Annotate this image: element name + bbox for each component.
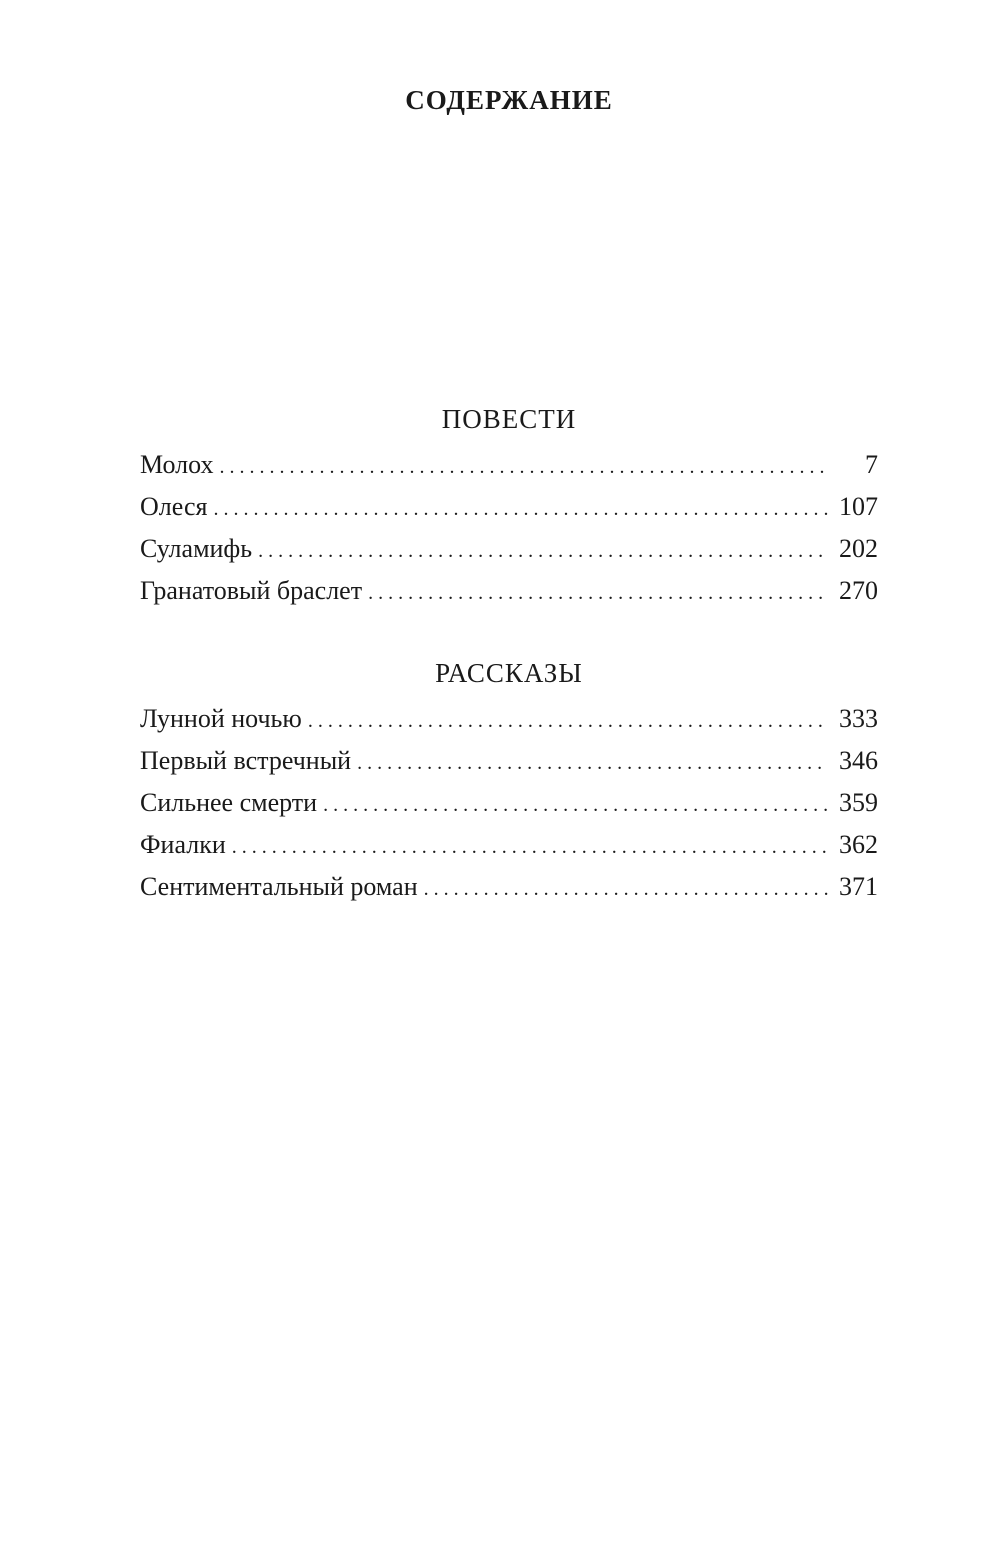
dot-leader xyxy=(357,742,828,784)
toc-entry-page: 202 xyxy=(839,534,878,563)
toc-entry-title: Фиалки xyxy=(140,830,226,859)
dot-leader xyxy=(424,868,828,910)
dot-leader xyxy=(308,700,828,742)
toc-entry-page: 346 xyxy=(839,746,878,775)
dot-leader xyxy=(323,784,828,826)
toc-entry-title: Первый встречный xyxy=(140,746,352,775)
toc-entry-title: Олеся xyxy=(140,492,208,521)
page-title: СОДЕРЖАНИЕ xyxy=(405,85,613,115)
toc-entry-title: Суламифь xyxy=(140,534,253,563)
toc-entry-sentimentalnyi-roman[interactable] xyxy=(140,866,878,908)
toc-entry-silnee-smerti[interactable] xyxy=(140,782,878,824)
dot-leader xyxy=(258,530,828,572)
toc-entry-lunnoi-nochyu[interactable] xyxy=(140,698,878,740)
toc-entry-fialki[interactable] xyxy=(140,824,878,866)
toc-entry-page: 107 xyxy=(839,492,878,521)
dot-leader xyxy=(219,446,828,488)
toc-entry-title: Сентиментальный роман xyxy=(140,872,418,901)
toc-entry-sulamif[interactable] xyxy=(140,528,878,570)
dot-leader xyxy=(368,572,828,614)
toc-list xyxy=(140,698,878,908)
section-heading: РАССКАЗЫ xyxy=(435,658,583,688)
dot-leader xyxy=(213,488,828,530)
toc-entry-page: 333 xyxy=(839,704,878,733)
toc-entry-granatovyi-braslet[interactable] xyxy=(140,570,878,612)
toc-entry-title: Лунной ночью xyxy=(140,704,302,733)
toc-entry-page: 7 xyxy=(865,450,878,479)
section-heading: ПОВЕСТИ xyxy=(441,404,577,434)
toc-entry-page: 362 xyxy=(839,830,878,859)
toc-list xyxy=(140,444,878,612)
toc-entry-olesya[interactable] xyxy=(140,486,878,528)
toc-entry-moloh[interactable] xyxy=(140,444,878,486)
dot-leader xyxy=(232,826,828,868)
section-povesti xyxy=(140,398,878,612)
toc-entry-title: Гранатовый браслет xyxy=(140,576,363,605)
toc-entry-pervyi-vstrechnyi[interactable] xyxy=(140,740,878,782)
toc-entry-page: 270 xyxy=(839,576,878,605)
toc-entry-page: 371 xyxy=(839,872,878,901)
toc-entry-title: Молох xyxy=(140,450,214,479)
toc-entry-title: Сильнее смерти xyxy=(140,788,318,817)
section-rasskazy xyxy=(140,652,878,908)
toc-entry-page: 359 xyxy=(839,788,878,817)
